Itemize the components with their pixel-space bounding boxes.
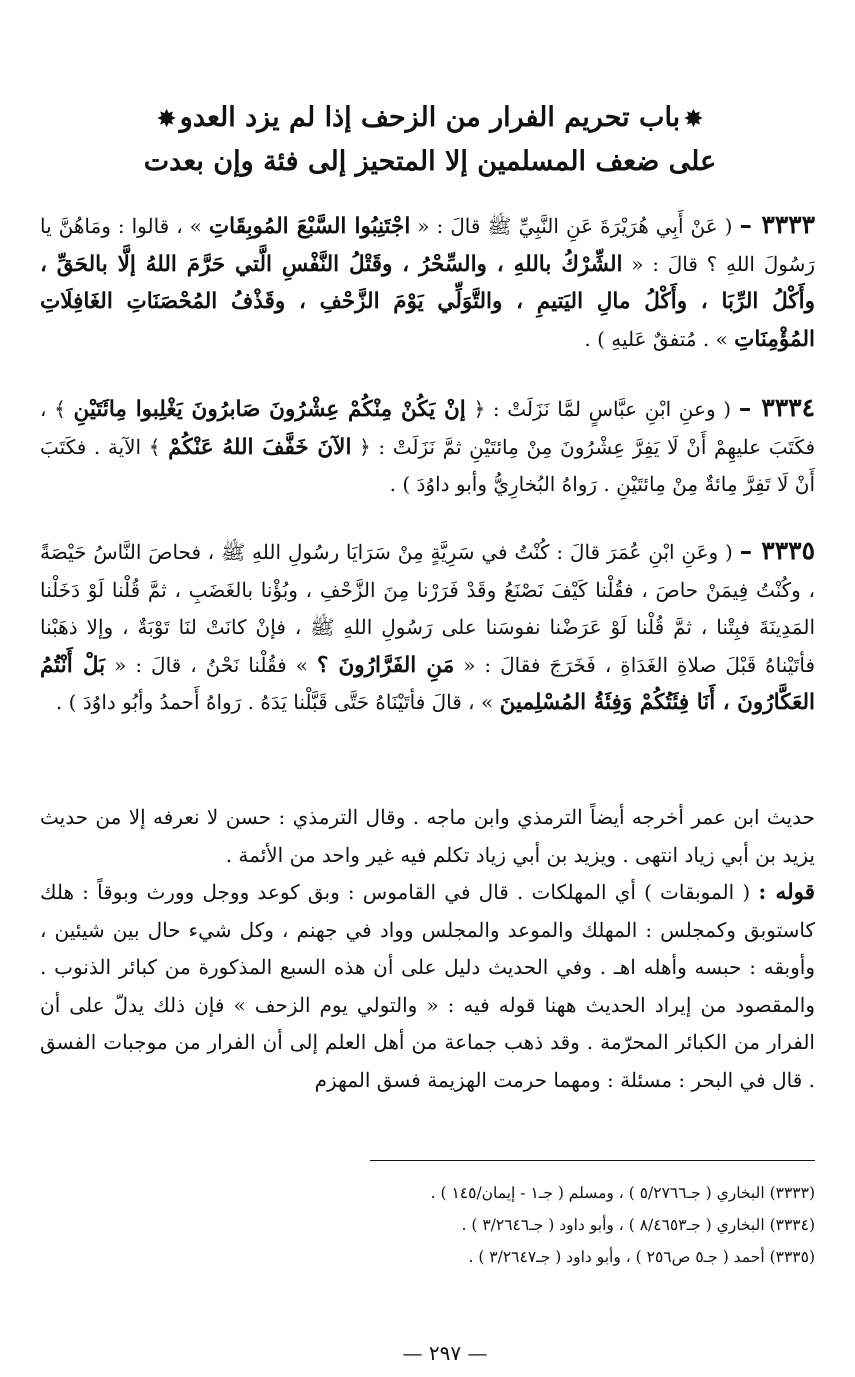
hadith-text: ( عَنْ أَبِي هُرَيْرَةَ عَنِ النَّبِيِّ ﷺ قالَ : « — [417, 214, 733, 238]
hadith-text: » ، قالَ فأتَيْنَاهُ حَتَّى قَبَّلْنا يَدَهُ . رَواهُ أَحمدُ وأبُو داوُدَ ) . — [55, 690, 494, 714]
commentary-text: ( الموبقات ) أي المهلكات . قال في القاموس : وبق كوعد ووجل وورث وبوقاً : هلك كاستوبق وكمجلس : المهلك والموعد والمجلس وواد في جهنم ، وكل شيء حال بين شيئين ، وأوبقه : حبسه وأهله اهـ . وفي الحديث دليل على أن هذه السبع المذكورة من كبائر الذنوب . والمقصود من إيراد الحديث ههنا قوله فيه : « والتولي يوم الزحف » فإن ذلك يدلّ على أن الفرار من الكبائر المحرّمة . وقد ذهب جماعة من أهل العلم إلى أن الفرار من موجبات الفسق . قال في البحر : مسئلة : ومهما حرمت الهزيمة فسق المهزم — [40, 880, 815, 1092]
hadith-text: » . مُتفقٌ عَليهِ ) . — [584, 326, 728, 351]
hadith-3334 — [40, 389, 815, 504]
hadith-number: ٣٣٣٣ – — [739, 210, 816, 239]
hadith-number: ٣٣٣٥ – — [739, 536, 815, 565]
page-number: — ٢٩٧ — — [402, 1341, 488, 1365]
footnote-3335: (٣٣٣٥) أحمد ( جـ٥ ص٢٥٦ ) ، وأبو داود ( جـ٣/٢٦٤٧ ) . — [468, 1248, 815, 1266]
hadith-matn-bold: مَنِ الفَرَّارُونَ ؟ — [316, 652, 455, 678]
commentary — [40, 799, 815, 1099]
hadith-3333 — [40, 206, 815, 358]
chapter-title-line-2: على ضعف المسلمين إلا المتحيز إلى فئة وإن بعدت — [143, 146, 717, 177]
hadith-text: ﴾ الآية . فكَتَبَ أَنْ لَا تَفِرَّ مِائةٌ مِنْ مِائتَيْنِ . رَواهُ البُخارِيُّ وأبو داوُدَ ) . — [40, 434, 815, 496]
commentary-paragraph-1: حديث ابن عمر أخرجه أيضاً الترمذي وابن ماجه . وقال الترمذي : حسن لا نعرفه إلا من حديث يزيد بن أبي زياد انتهى . ويزيد بن أبي زياد تكلم فيه غير واحد من الأئمة . — [40, 805, 815, 867]
hadith-matn-bold: بَلْ أَنْتُمُ العَكَّارُونَ ، أَنَا فِئَتُكُمْ وَفِئَةُ المُسْلِمينَ — [40, 652, 815, 715]
footnote-divider — [370, 1160, 815, 1161]
quran-verse-bold: الآنَ خَفَّفَ اللهُ عَنْكُمْ — [168, 434, 352, 460]
ornament-icon: ✸ — [157, 106, 176, 132]
qawluh-label: قوله : — [758, 880, 816, 905]
hadith-3335 — [40, 532, 815, 722]
footnote-3333: (٣٣٣٣) البخاري ( جـ٥/٢٧٦٦ ) ، ومسلم ( جـ١ - إيمان/١٤٥ ) . — [430, 1184, 815, 1202]
chapter-title-line-1 — [60, 102, 800, 133]
hadith-text: ( وعنِ ابْنِ عبَّاسٍ لمَّا نَزَلَتْ : ﴿ — [473, 397, 732, 421]
ornament-icon: ✸ — [684, 106, 703, 132]
hadith-text: ﴾ ، فكَتَبَ عليهِمْ أَنْ لَا يَفِرَّ عِشْرُونَ مِنْ مِائتَيْنِ ثمَّ نَزَلَتْ : ﴿ — [40, 397, 815, 459]
chapter-title-text-1: باب تحريم الفرار من الزحف إذا لم يزد العدو — [179, 102, 681, 133]
commentary-paragraph-2 — [40, 874, 815, 1099]
hadith-matn-bold: اجْتَنِبُوا السَّبْعَ المُوبِقَاتِ — [208, 214, 411, 239]
hadith-text: ( وعَنِ ابْنِ عُمَرَ قالَ : كُنْتُ في سَرِيَّةٍ مِنْ سَرَايَا رسُولِ اللهِ ﷺ ، فحاصَ النَّاسُ حَيْصَةً ، وكُنْتُ فِيمَنْ حاصَ ، فقُلْنا كَيْفَ نَصْنَعُ وقَدْ فَرَرْنا مِنَ الزَّحْفِ ، وبُؤْنا بالغَضَبِ ، ثمَّ قُلْنا لَوْ دَخَلْنا المَدِينَةَ فبِتْنا ، ثمَّ قُلْنا لَوْ عَرَضْنا نفوسَنا على رَسُولِ اللهِ ﷺ ، فإنْ كانَتْ لنَا تَوْبَةٌ ، وإلا ذهَبْنا فأتَيْناهُ قَبْلَ صلاةِ الغَدَاةِ ، فَخَرَجَ فقالَ : « — [40, 540, 816, 677]
footnote-3334: (٣٣٣٤) البخاري ( جـ٨/٤٦٥٣ ) ، وأبو داود ( جـ٣/٢٦٤٦ ) . — [461, 1216, 815, 1234]
hadith-text: » ، قالوا : ومَاهُنَّ يا رَسُولَ اللهِ ؟ قالَ : « — [40, 214, 815, 276]
hadith-matn-bold: الشِّرْكُ باللهِ ، والسِّحْرُ ، وقَتْلُ النَّفْسِ الَّتي حَرَّمَ اللهُ إلَّا بالحَقِّ ، وأَكْلُ الرِّبَا ، وأَكْلُ مالِ اليَتيمِ ، والتَّوَلِّي يَوْمَ الزَّحْفِ ، وقَذْفُ المُحْصَنَاتِ الغَافِلَاتِ المُؤْمِنَاتِ — [40, 251, 815, 352]
footnotes — [40, 1177, 815, 1273]
hadith-number: ٣٣٣٤ – — [738, 393, 815, 422]
quran-verse-bold: إنْ يَكُنْ مِنْكُمْ عِشْرُونَ صَابرُونَ يَغْلِبوا مِائَتَيْنِ — [73, 397, 466, 422]
hadith-text: » فقُلْنا نَحْنُ ، قالَ : « — [114, 652, 308, 677]
